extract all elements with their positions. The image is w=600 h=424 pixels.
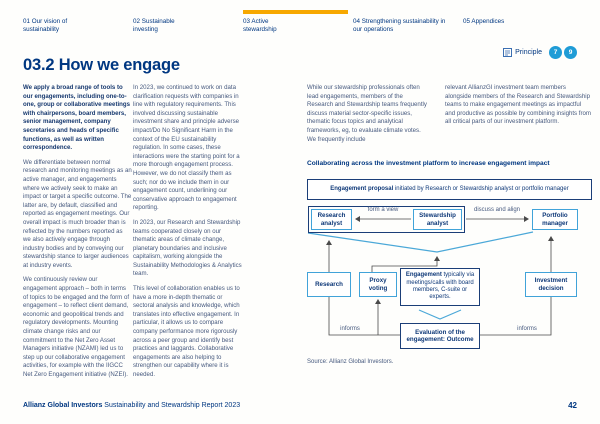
nav-item-02-sustainable-investing[interactable] (133, 10, 243, 34)
footer-brand: Allianz Global Investors (23, 402, 103, 409)
nav-item-04-strengthening[interactable] (353, 10, 463, 34)
nav-item-label: 03 Active stewardship (243, 18, 277, 34)
engagement-proposal-text: initiated by Research or Stewardship analyst or portfolio manager (393, 185, 569, 192)
engagement-proposal-box (307, 179, 592, 200)
body-paragraph: In 2023, we continued to work on data clarification requests with companies in line with regulatory requirements. This involved discussing sustainable investment share and principle adverse impact/Do No Significant Harm in the context of the EU sustainability regulation. In some cases, these interactions were the starting point for a more thorough engagement process. However, we do not classify them as such; nor do we include them in our engagement count, underlining our conservative approach to engagement reporting. (133, 84, 240, 212)
informs-left-label: informs (340, 326, 360, 332)
engagement-flow-diagram (307, 176, 592, 362)
proxy-voting-box: Proxy voting (359, 272, 397, 297)
intro-paragraph: We apply a broad range of tools to our engagements, including one-to-one, group or collaborative meetings with chairpersons, board members, senior management, company secretaries and heads of specific functions, as well as written correspondence. (23, 84, 130, 152)
active-tab-indicator (243, 10, 348, 14)
top-nav (23, 10, 573, 34)
diagram-source-note: Source: Allianz Global Investors. (307, 359, 394, 365)
body-paragraph: relevant AllianzGI investment team members alongside members of the Research and Stewardship teams to make engagement meetings as impactful and productive as possible by combining insights from all critical parts of our investment platform. (445, 84, 591, 126)
body-paragraph: We differentiate between normal research and monitoring meetings as an active manager, and engagements where we actively seek to make an impact or target a specific outcome. The latter are, by default, classified and reported as engagement meetings. Our overall impact is much broader than is reflected by the numbers reported as we also actively engage through industry bodies and by conveying our stewardship stance to larger audiences at industry events. (23, 158, 132, 269)
diagram-heading: Collaborating across the investment platform to increase engagement impact (307, 160, 550, 167)
nav-item-label: 04 Strengthening sustainability in our operations (353, 18, 446, 34)
informs-right-label: informs (517, 326, 537, 332)
body-paragraph: In 2023, our Research and Stewardship teams cooperated closely on our thematic areas of climate change, planetary boundaries and inclusive capitalism, working alongside the Sustainability Methodologies & Analytics team. (133, 218, 242, 278)
evaluation-outcome-box: Evaluation of the engagement: Outcome (400, 323, 480, 349)
nav-item-label: 01 Our vision of sustainability (23, 18, 68, 34)
text-column-2 (133, 84, 244, 386)
principle-number-9-chip[interactable]: 9 (564, 46, 577, 59)
page-number: 42 (568, 401, 577, 410)
nav-item-label: 05 Appendices (463, 18, 505, 25)
footer (23, 402, 240, 409)
text-column-1 (23, 84, 132, 386)
engagement-box-title: Engagement (405, 272, 442, 279)
form-a-view-label: form a view (367, 207, 399, 213)
research-analyst-box: Research analyst (311, 209, 352, 230)
principle-label: Principle (515, 49, 542, 56)
text-column-4 (445, 84, 592, 133)
stewardship-analyst-box: Stewardship analyst (413, 209, 462, 230)
engagement-chevron (419, 310, 461, 319)
body-paragraph: This level of collaboration enables us to have a more in-depth thematic or sectoral analysis and knowledge, which translates into effective engagement. In particular, it allows us to compare company performance more rigorously across a peer group and identify best practices and laggards. Collaborative engagements are also helping to strengthen our capability where it is needed. (133, 285, 240, 378)
text-column-3 (307, 84, 430, 150)
investment-decision-box: Investment decision (525, 272, 577, 297)
body-paragraph: We continuously review our engagement approach – both in terms of topics to be engaged and the form of engagement – to reflect client demand, economic and geopolitical trends and regulatory developments. Mounting climate change risks and our commitment to the Net Zero Asset Managers initiative (NZAMI) led us to step up our collaborative engagement activities, for example with the IIGCC Net Zero Engagement initiative (NZEI). (23, 276, 130, 378)
discuss-and-align-label: discuss and align (473, 207, 521, 213)
principle-number-7-chip[interactable]: 7 (549, 46, 562, 59)
footer-report-title: Sustainability and Stewardship Report 2023 (102, 402, 241, 409)
funnel-lines (308, 232, 533, 252)
nav-item-01-our-vision[interactable] (23, 10, 133, 34)
engagement-box-text: typically via meetings/calls with board members, C-suite or experts. (406, 272, 475, 301)
research-box: Research (307, 272, 351, 297)
nav-item-03-active-stewardship[interactable] (243, 10, 353, 34)
nav-item-label: 02 Sustainable investing (133, 18, 175, 34)
nav-item-05-appendices[interactable] (463, 10, 573, 34)
engagement-box (400, 268, 480, 306)
page-title: 03.2 How we engage (23, 56, 180, 75)
portfolio-manager-box: Portfolio manager (532, 209, 578, 230)
principle-icon (503, 48, 512, 57)
body-paragraph: While our stewardship professionals often lead engagements, members of the Research and Stewardship teams frequently discuss material sector-specific issues, thematic focus topics and analytical frameworks, eg, to evaluate climate votes. We frequently include (307, 84, 427, 143)
engagement-proposal-title: Engagement proposal (330, 185, 394, 192)
principle-badge (503, 46, 577, 59)
